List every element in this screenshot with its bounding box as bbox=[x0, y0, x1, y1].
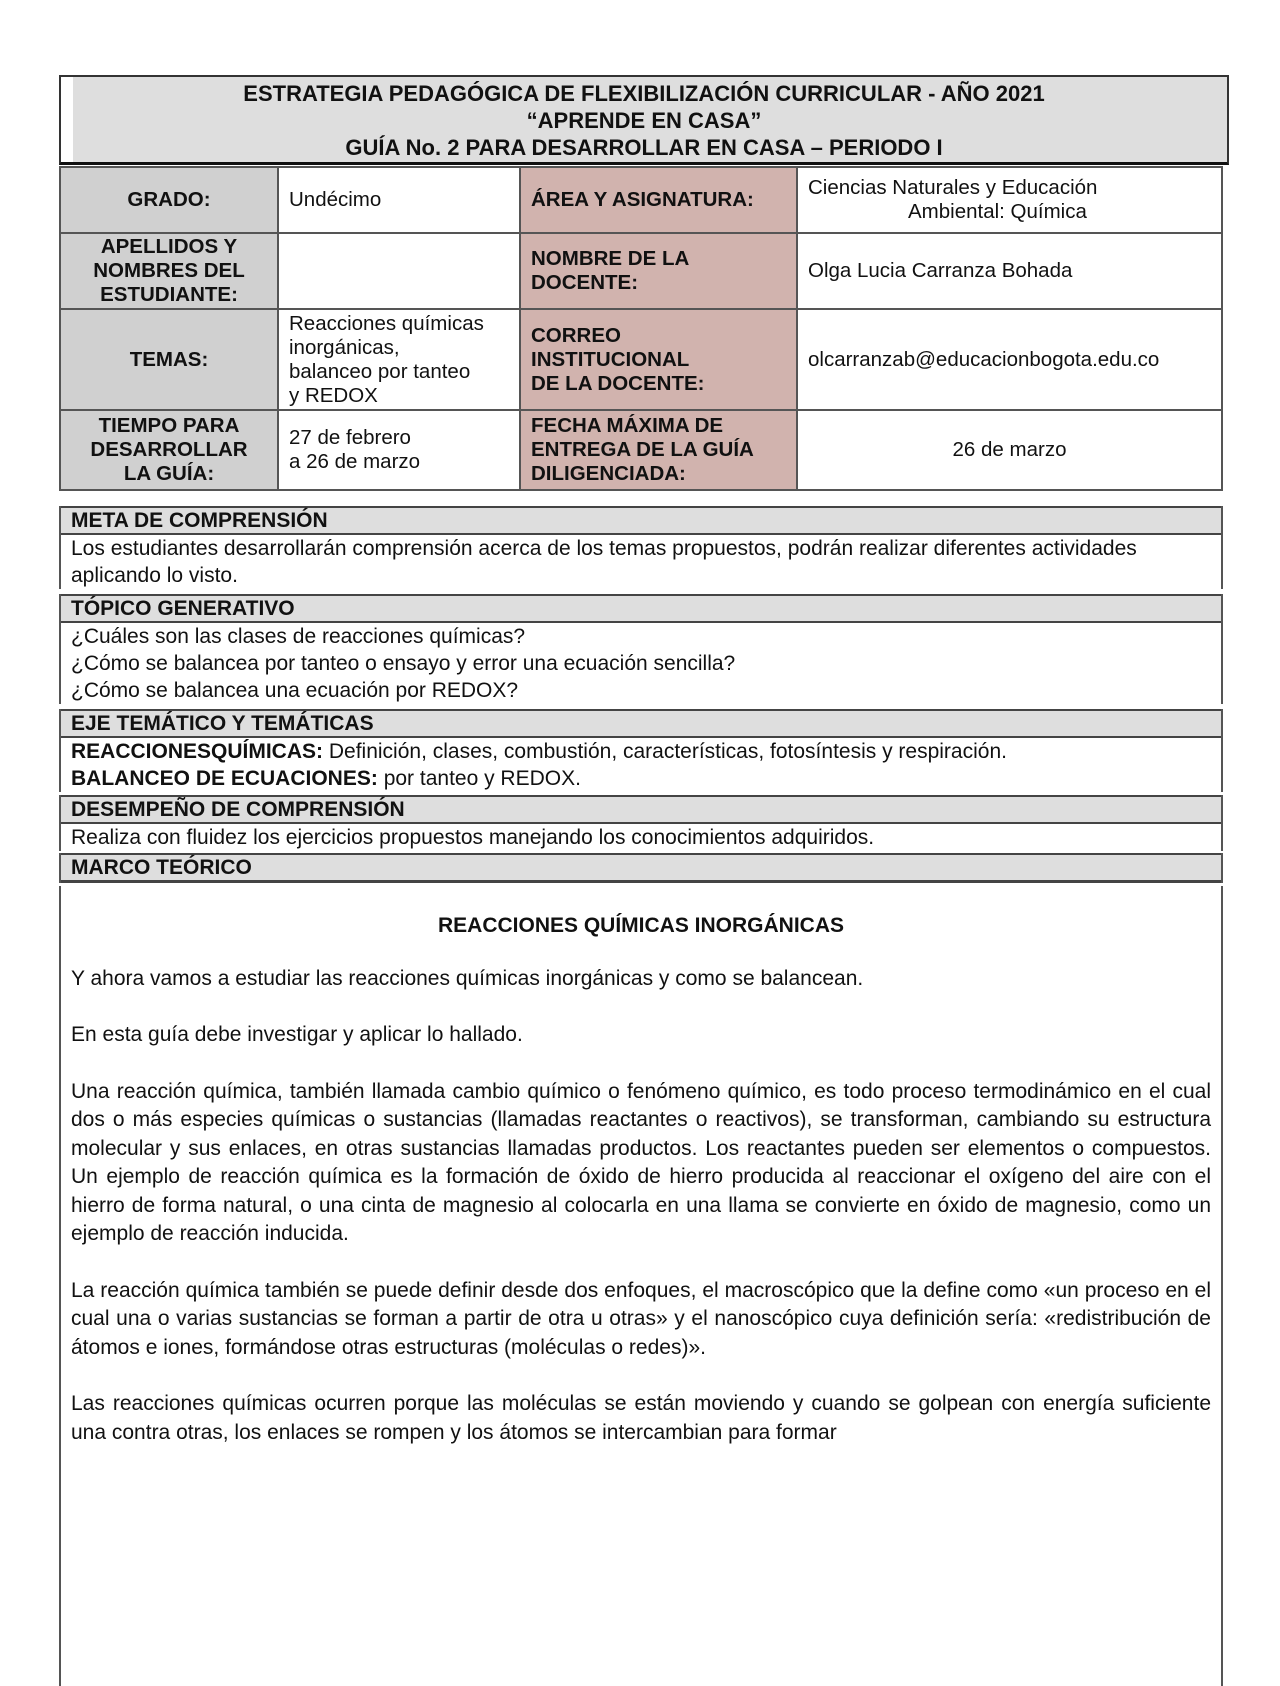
document-header bbox=[59, 75, 1229, 165]
estudiante-label-line-3: ESTUDIANTE: bbox=[100, 283, 238, 306]
eje-item-2-label: BALANCEO DE ECUACIONES: bbox=[71, 767, 378, 790]
section-desempeno bbox=[59, 795, 1223, 851]
temas-label: TEMAS: bbox=[60, 309, 278, 410]
correo-value-link[interactable]: olcarranzab@educacionbogota.edu.co bbox=[797, 309, 1222, 410]
guide-info-table bbox=[59, 166, 1223, 491]
desempeno-heading: DESEMPEÑO DE COMPRENSIÓN bbox=[61, 795, 1221, 824]
correo-label-line-2: INSTITUCIONAL bbox=[531, 347, 690, 371]
topico-body bbox=[61, 623, 1221, 704]
fecha-label-line-3: DILIGENCIADA: bbox=[531, 462, 686, 485]
docente-label bbox=[520, 233, 797, 309]
fecha-label-line-2: ENTREGA DE LA GUÍA bbox=[531, 438, 754, 461]
marco-paragraph-5: Las reacciones químicas ocurren porque las moléculas se están moviendo y cuando se golpean con energía suficiente una contra otras, los enlaces se rompen y los átomos se intercambian para formar bbox=[71, 1392, 1211, 1444]
fecha-value: 26 de marzo bbox=[797, 410, 1222, 490]
correo-label-line-1: CORREO bbox=[531, 323, 621, 347]
tiempo-label bbox=[60, 410, 278, 490]
tiempo-label-line-3: LA GUÍA: bbox=[123, 462, 215, 485]
marco-paragraph-3: Una reacción química, también llamada cambio químico o fenómeno químico, es todo proceso termodinámico en el cual dos o más especies químicas o sustancias (llamadas reactantes o reactivos), se transforman, cambiando su estructura molecular y sus enlaces, en otras sustancias llamadas productos. Los reactantes pueden ser elementos o compuestos. Un ejemplo de reacción química es la formación de óxido de hierro producida al reaccionar el oxígeno del aire con el hierro de forma natural, o una cinta de magnesio al colocarla en una llama se convierte en óxido de magnesio, como un ejemplo de reacción inducida. bbox=[71, 1079, 1211, 1245]
area-value-line-1: Ciencias Naturales y Educación bbox=[808, 176, 1098, 199]
temas-value-line-2: inorgánicas, bbox=[289, 335, 400, 359]
temas-value-line-4: y REDOX bbox=[289, 383, 378, 407]
marco-paragraph-1: Y ahora vamos a estudiar las reacciones químicas inorgánicas y como se balancean. bbox=[71, 966, 864, 990]
topico-heading: TÓPICO GENERATIVO bbox=[61, 594, 1221, 623]
eje-item-2 bbox=[71, 765, 1211, 792]
area-value-line-2: Ambiental: Química bbox=[908, 200, 1087, 223]
topico-question-3: ¿Cómo se balancea una ecuación por REDOX? bbox=[71, 679, 519, 702]
info-row-estudiante bbox=[60, 233, 1222, 309]
topico-question-1: ¿Cuáles son las clases de reacciones químicas? bbox=[71, 625, 526, 648]
temas-value bbox=[278, 309, 520, 410]
marco-paragraph-2: En esta guía debe investigar y aplicar lo hallado. bbox=[71, 1023, 523, 1046]
header-title-line-2: “APRENDE EN CASA” bbox=[526, 108, 762, 133]
tiempo-label-line-2: DESARROLLAR bbox=[90, 438, 248, 461]
eje-item-2-text: por tanteo y REDOX. bbox=[377, 767, 581, 790]
fecha-label-line-1: FECHA MÁXIMA DE bbox=[531, 414, 724, 437]
docente-label-line-2: DOCENTE: bbox=[531, 271, 639, 294]
section-eje bbox=[59, 709, 1223, 792]
marco-paragraph-4: La reacción química también se puede definir desde dos enfoques, el macroscópico que la define como «un proceso en el cual una o varias sustancias se forman a partir de otra u otras» y el nanoscópico cuya definición sería: «redistribución de átomos e iones, formándose otras estructuras (moléculas o redes)». bbox=[71, 1278, 1211, 1359]
area-label: ÁREA Y ASIGNATURA: bbox=[520, 167, 797, 233]
topico-question-2: ¿Cómo se balancea por tanteo o ensayo y error una ecuación sencilla? bbox=[71, 652, 736, 675]
header-title-line-1: ESTRATEGIA PEDAGÓGICA DE FLEXIBILIZACIÓN CURRICULAR - AÑO 2021 bbox=[243, 81, 1045, 106]
correo-label bbox=[520, 309, 797, 410]
meta-heading: META DE COMPRENSIÓN bbox=[61, 506, 1221, 535]
info-row-grado bbox=[60, 167, 1222, 233]
tiempo-label-line-1: TIEMPO PARA bbox=[98, 414, 240, 437]
marco-heading: MARCO TEÓRICO bbox=[61, 853, 1221, 883]
eje-body bbox=[61, 738, 1221, 792]
section-topico bbox=[59, 594, 1223, 704]
docente-label-line-1: NOMBRE DE LA bbox=[531, 247, 690, 270]
correo-label-line-3: DE LA DOCENTE: bbox=[531, 371, 705, 395]
meta-text: Los estudiantes desarrollarán comprensión acerca de los temas propuestos, podrán realizar diferentes actividades aplicando lo visto. bbox=[61, 535, 1221, 589]
grado-value: Undécimo bbox=[278, 167, 520, 233]
estudiante-label-line-2: NOMBRES DEL bbox=[93, 259, 245, 282]
estudiante-label-line-1: APELLIDOS Y bbox=[100, 235, 238, 258]
estudiante-label bbox=[60, 233, 278, 309]
tiempo-value-line-1: 27 de febrero bbox=[289, 426, 411, 449]
section-marco bbox=[59, 853, 1223, 883]
tiempo-value bbox=[278, 410, 520, 490]
eje-item-1 bbox=[71, 738, 1211, 765]
estudiante-value-field[interactable] bbox=[278, 233, 520, 309]
tiempo-value-line-2: a 26 de marzo bbox=[289, 450, 421, 473]
temas-value-line-1: Reacciones químicas bbox=[289, 311, 484, 335]
eje-heading: EJE TEMÁTICO Y TEMÁTICAS bbox=[61, 709, 1221, 738]
eje-item-1-text: Definición, clases, combustión, características, fotosíntesis y respiración. bbox=[323, 740, 1007, 763]
section-meta bbox=[59, 506, 1223, 589]
header-title-line-3: GUÍA No. 2 PARA DESARROLLAR EN CASA – PERIODO I bbox=[345, 135, 943, 160]
eje-item-1-label: REACCIONESQUÍMICAS: bbox=[71, 740, 324, 763]
area-value bbox=[797, 167, 1222, 233]
grado-label: GRADO: bbox=[60, 167, 278, 233]
marco-title: REACCIONES QUÍMICAS INORGÁNICAS bbox=[437, 914, 845, 937]
fecha-label bbox=[520, 410, 797, 490]
docente-value: Olga Lucia Carranza Bohada bbox=[797, 233, 1222, 309]
temas-value-line-3: balanceo por tanteo bbox=[289, 359, 471, 383]
info-row-temas bbox=[60, 309, 1222, 410]
info-row-tiempo bbox=[60, 410, 1222, 490]
marco-teorico-body bbox=[59, 886, 1223, 1686]
desempeno-text: Realiza con fluidez los ejercicios propuestos manejando los conocimientos adquiridos. bbox=[61, 824, 1221, 851]
